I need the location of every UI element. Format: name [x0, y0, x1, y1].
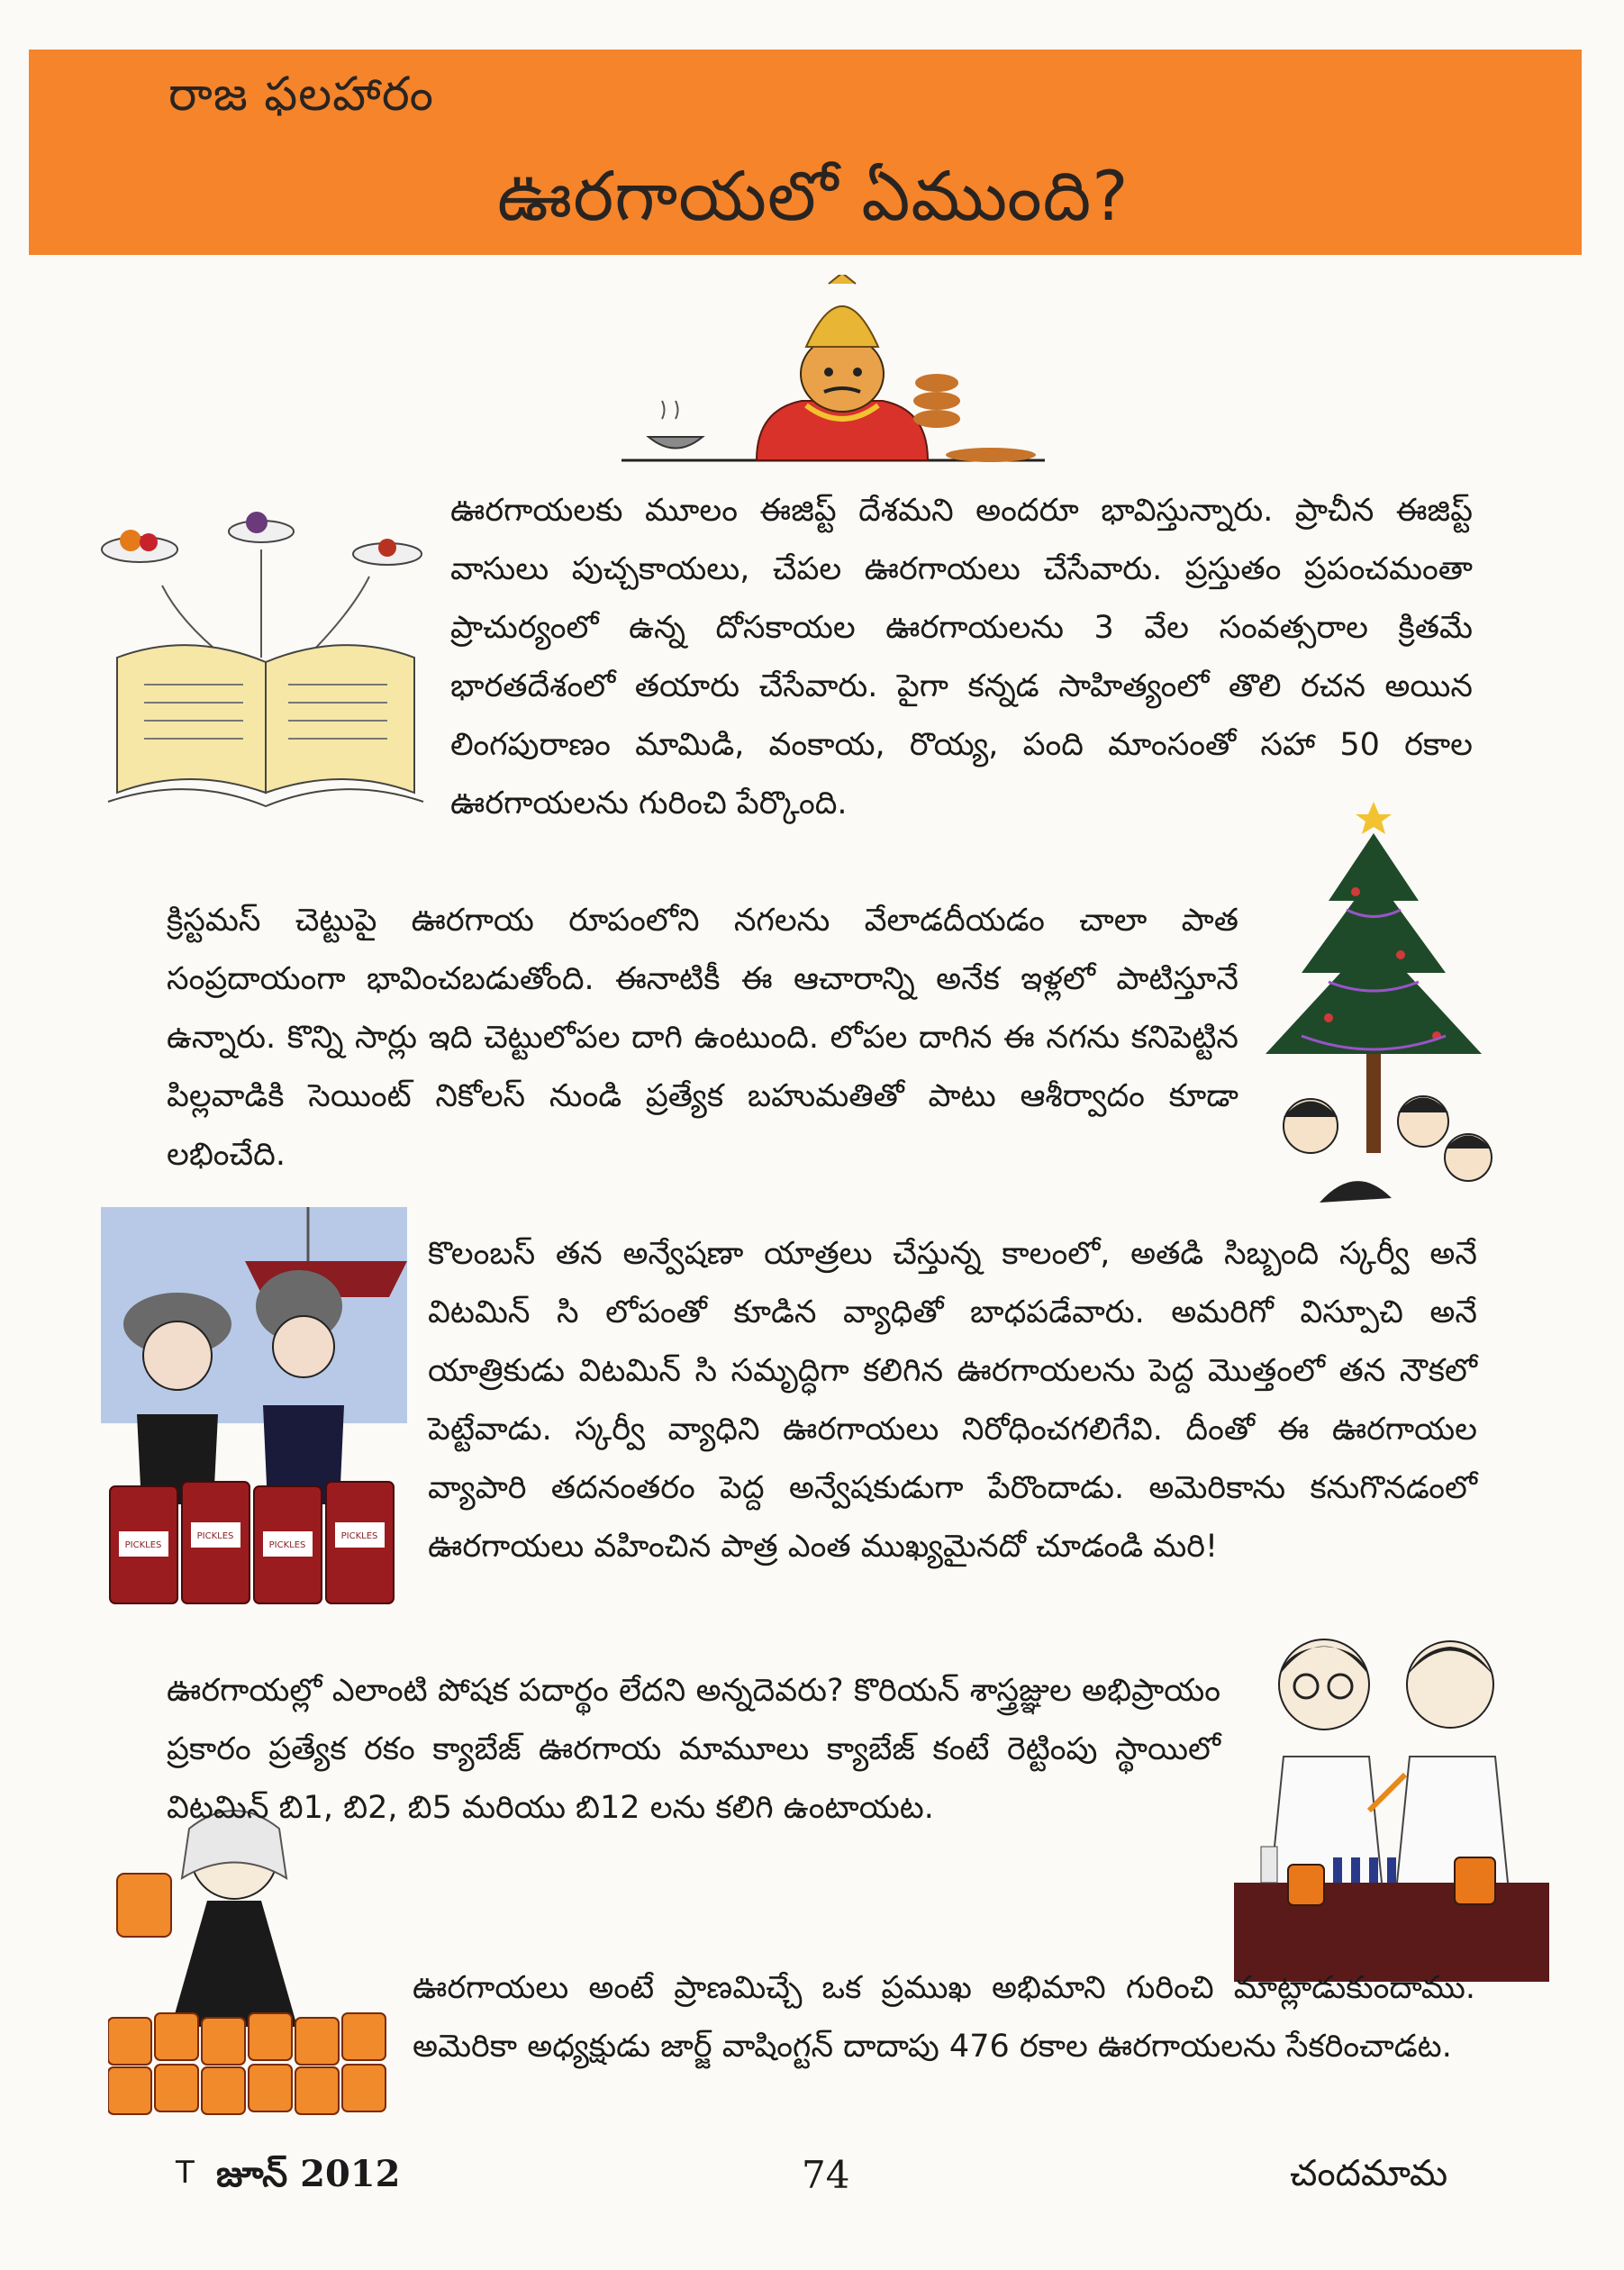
paragraph-origin-egypt: ఊరగాయలకు మూలం ఈజిప్ట్ దేశమని అందరూ భావిస్తున్నారు. ప్రాచీన ఈజిప్ట్ వాసులు పుచ్చకాయలు, చేపల ఊరగాయలు చేసేవారు. ప్రస్తుతం ప్రపంచమంతా ప్రాచుర్యంలో ఉన్న దోసకాయల ఊరగాయలను 3 వేల సంవత్సరాల క్రితమే భారతదేశంలో తయారు చేసేవారు. పైగా కన్నడ సాహిత్యంలో తొలి రచన అయిన లింగపురాణం మామిడి, వంకాయ, రొయ్య, పంది మాంసంతో సహా 50 రకాల ఊరగాయలను గురించి పేర్కొంది.	[450, 493, 1473, 822]
king-eating-illustration	[621, 275, 1054, 468]
page-title: ఊరగాయలో ఏముంది?	[497, 156, 1130, 236]
columbus-crew-illustration	[101, 1207, 407, 1612]
open-book-illustration	[99, 504, 441, 811]
paragraph-washington: ఊరగాయలు అంటే ప్రాణమిచ్చే ఒక ప్రముఖ అభిమాని గురించి మాట్లాడుకుందాము. అమెరికా అధ్యక్షుడు జార్జ్ వాషింగ్టన్ దాదాపు 476 రకాల ఊరగాయలను సేకరించాడట.	[413, 1970, 1475, 2065]
paragraph-vitamins: ఊరగాయల్లో ఎలాంటి పోషక పదార్థం లేదని అన్నదెవరు? కొరియన్ శాస్త్రజ్ఞుల అభిప్రాయం ప్రకారం ప్రత్యేక రకం క్యాబేజ్ ఊరగాయ మామూలు క్యాబేజ్ కంటే రెట్టింపు స్థాయిలో విటమిన్ బి1, బి2, బి5 మరియు బి12 లను కలిగి ఉంటాయట.	[167, 1673, 1220, 1826]
page-number: 74	[802, 2153, 850, 2197]
paragraph-columbus: కొలంబస్ తన అన్వేషణా యాత్రలు చేస్తున్న కాలంలో, అతడి సిబ్బంది స్కర్వీ అనే విటమిన్ సి లోపంతో కూడిన వ్యాధితో బాధపడేవారు. అమరిగో విస్పూచి అనే యాత్రికుడు విటమిన్ సి సమృద్ధిగా కలిగిన ఊరగాయలను పెద్ద మొత్తంలో తన నౌకలో పెట్టేవాడు. స్కర్వీ వ్యాధిని ఊరగాయలు నిరోధించగలిగేవి. దీంతో ఈ ఊరగాయల వ్యాపారి తదనంతరం పెద్ద అన్వేషకుడుగా పేరొందాడు. అమెరికాను కనుగొనడంలో ఊరగాయలు వహించిన పాత్ర ఎంత ముఖ్యమైనదో చూడండి మరి!	[428, 1236, 1477, 1565]
footer-date: జూన్ 2012	[216, 2153, 401, 2195]
scientists-illustration	[1234, 1621, 1549, 1982]
jar-label: PICKLES	[196, 1531, 234, 1541]
magazine-name: చందమామ	[1290, 2153, 1448, 2194]
jar-label: PICKLES	[124, 1540, 162, 1550]
footer-mark: T	[176, 2155, 195, 2191]
washington-pickle-jars-illustration	[108, 1793, 396, 2144]
jar-label: PICKLES	[268, 1540, 306, 1550]
jar-label: PICKLES	[340, 1531, 378, 1541]
series-title: రాజ ఫలహారం	[168, 68, 435, 122]
header-banner	[29, 50, 1582, 255]
paragraph-christmas-tree: క్రిస్టమస్ చెట్టుపై ఊరగాయ రూపంలోని నగలను వేలాడదీయడం చాలా పాత సంప్రదాయంగా భావించబడుతోంది. ఈనాటికీ ఈ ఆచారాన్ని అనేక ఇళ్లలో పాటిస్తూనే ఉన్నారు. కొన్ని సార్లు ఇది చెట్టులోపల దాగి ఉంటుంది. లోపల దాగిన ఈ నగను కనిపెట్టిన పిల్లవాడికి సెయింట్ నికోలస్ నుండి ప్రత్యేక బహుమతితో పాటు ఆశీర్వాదం కూడా లభించేది.	[167, 903, 1238, 1173]
christmas-tree-illustration	[1266, 802, 1554, 1207]
